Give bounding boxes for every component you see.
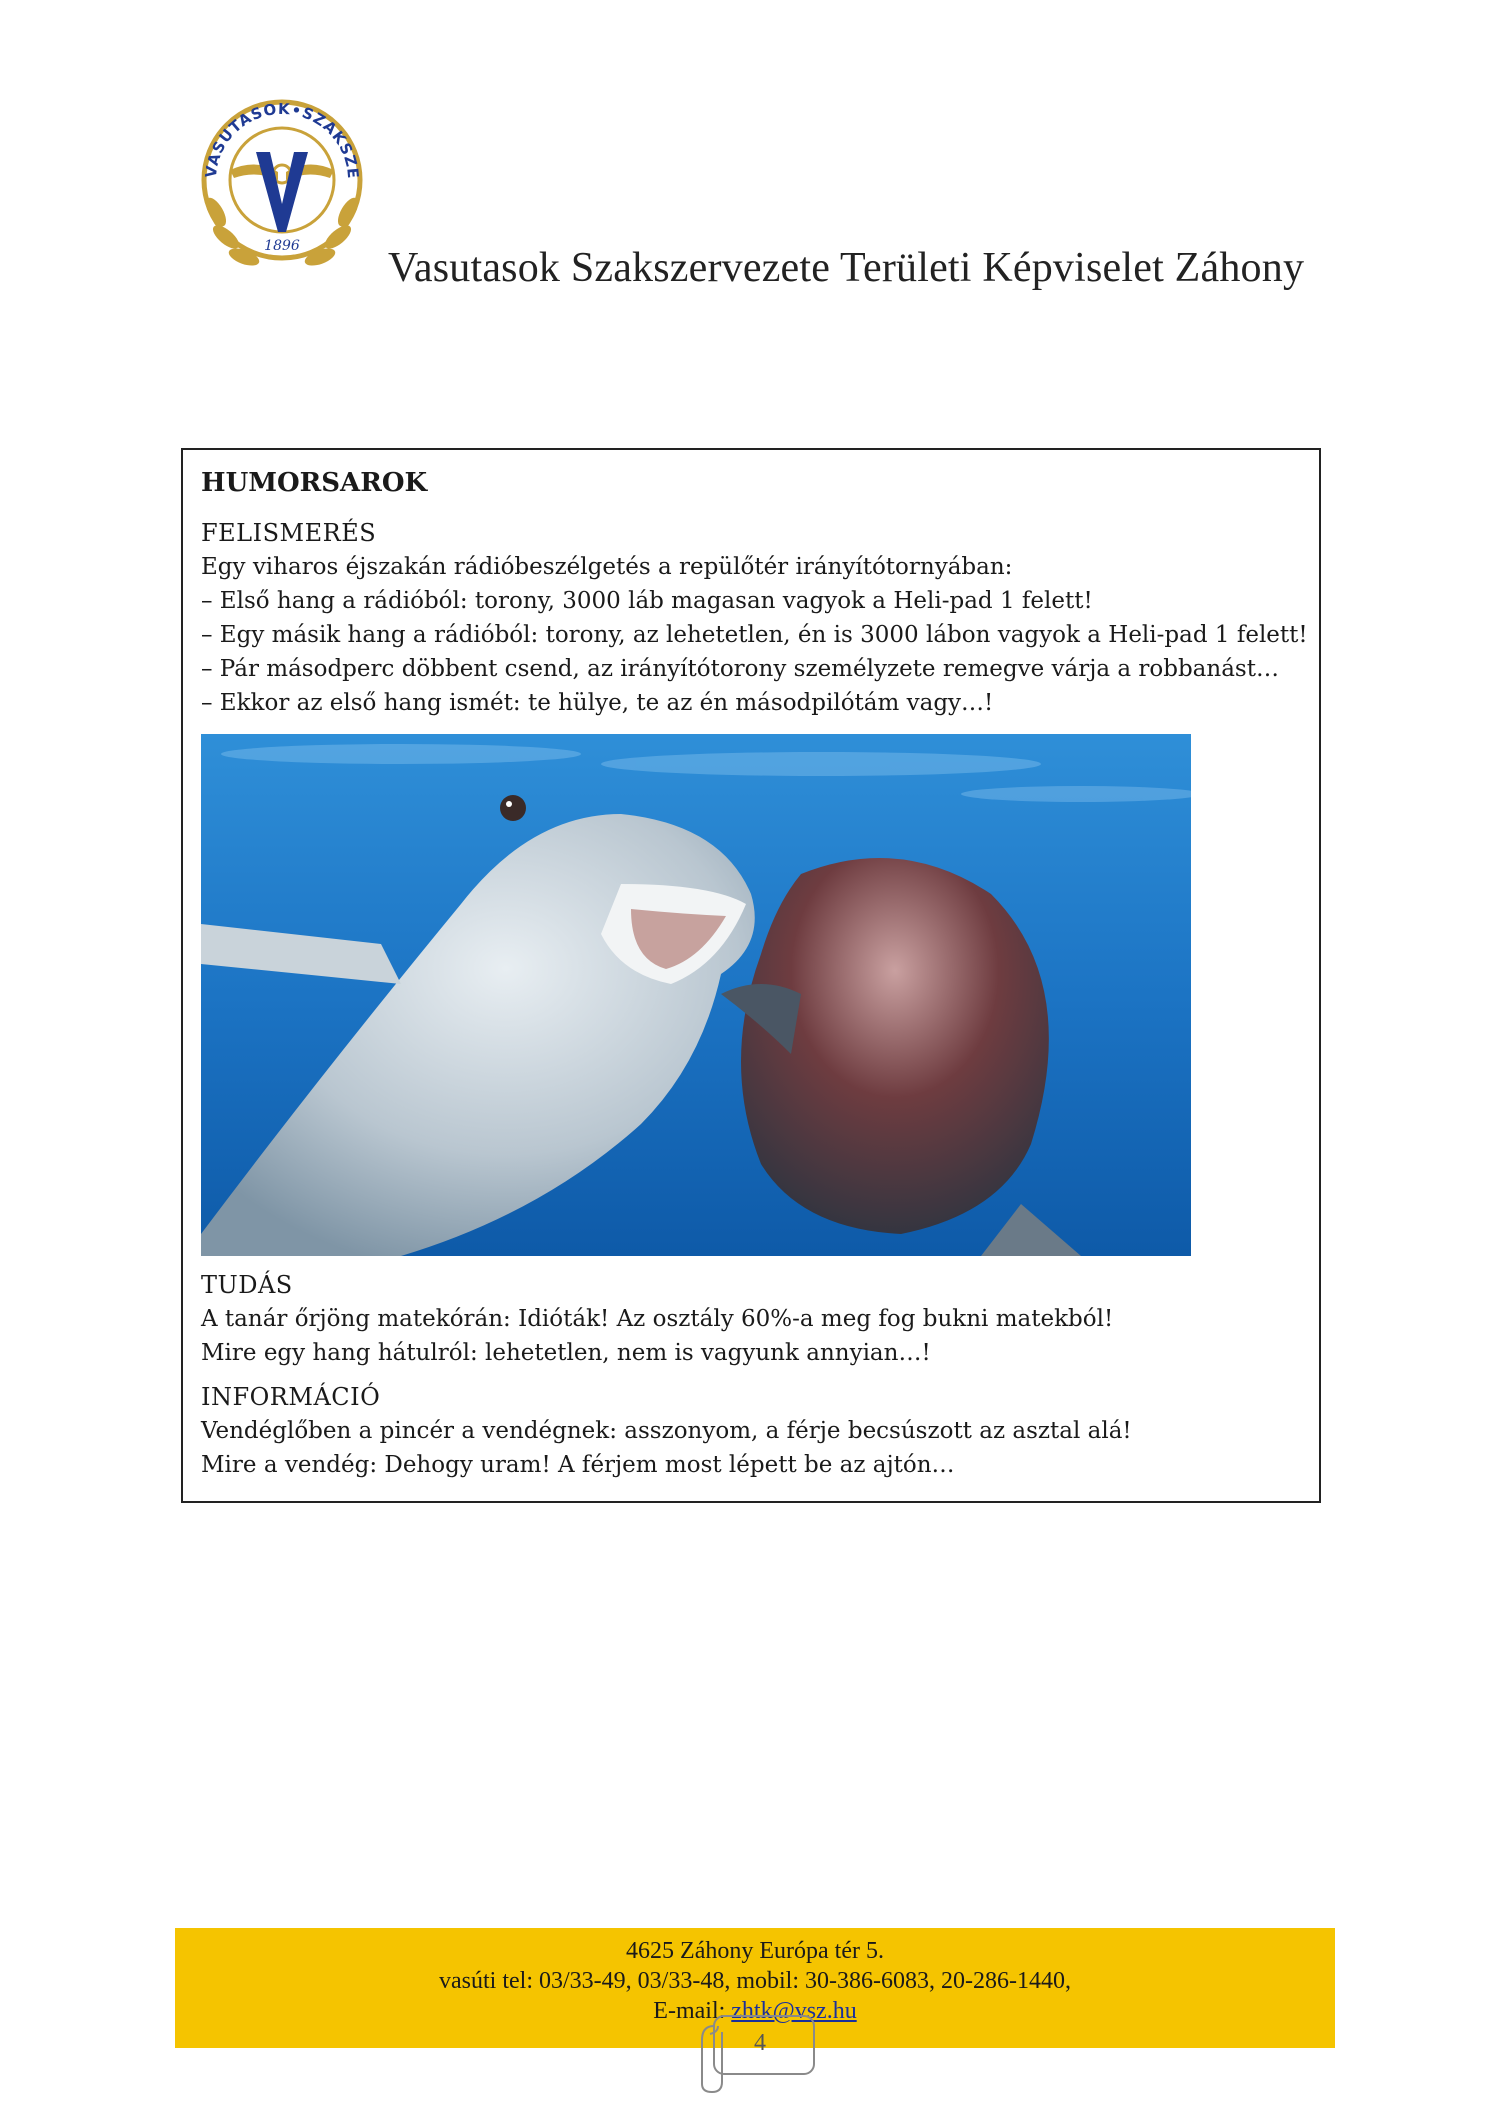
joke-title: TUDÁS	[201, 1271, 293, 1299]
email-link[interactable]: zhtk@vsz.hu	[731, 1998, 857, 2024]
joke-title: INFORMÁCIÓ	[201, 1383, 381, 1411]
joke-informacio	[201, 1380, 1301, 1482]
page-number: 4	[754, 2030, 766, 2056]
joke-line: – Ekkor az első hang ismét: te hülye, te az én másodpilótám vagy…!	[201, 690, 994, 716]
joke-line: – Egy másik hang a rádióból: torony, az lehetetlen, én is 3000 lábon vagyok a Heli-pad 1 felett!	[201, 622, 1308, 648]
section-heading: HUMORSAROK	[201, 468, 428, 498]
joke-line: – Pár másodperc döbbent csend, az irányítótorony személyzete remegve várja a robbanást…	[201, 656, 1279, 682]
footer-phones: vasúti tel: 03/33-49, 03/33-48, mobil: 30-386-6083, 20-286-1440,	[439, 1968, 1071, 1994]
footer-address: 4625 Záhony Európa tér 5.	[626, 1938, 884, 1964]
organization-title: Vasutasok Szakszervezete Területi Képviselet Záhony	[388, 245, 1305, 291]
joke-line: Egy viharos éjszakán rádióbeszélgetés a repülőtér irányítótornyában:	[201, 554, 1013, 580]
vsz-emblem-logo	[186, 92, 378, 284]
joke-tudas	[201, 1268, 1301, 1370]
joke-felismeres	[201, 516, 1308, 720]
svg-text:VASUTASOK•SZAKSZERVEZETE: VASUTASOK•SZAKSZE	[201, 99, 363, 181]
joke-line: – Első hang a rádióból: torony, 3000 láb magasan vagyok a Heli-pad 1 felett!	[201, 588, 1093, 614]
humor-corner-box	[181, 448, 1321, 1503]
joke-title: FELISMERÉS	[201, 519, 377, 547]
joke-line: Mire a vendég: Dehogy uram! A férjem most lépett be az ajtón…	[201, 1452, 955, 1478]
svg-text:1896: 1896	[264, 238, 300, 254]
joke-line: A tanár őrjöng matekórán: Idióták! Az osztály 60%-a meg fog bukni matekból!	[201, 1306, 1114, 1332]
joke-line: Mire egy hang hátulról: lehetetlen, nem is vagyunk annyian…!	[201, 1340, 931, 1366]
joke-line: Vendéglőben a pincér a vendégnek: asszonyom, a férje becsúszott az asztal alá!	[201, 1418, 1132, 1444]
email-label: E-mail:	[653, 1998, 732, 2024]
two-dolphins-underwater-photo	[201, 734, 1191, 1256]
